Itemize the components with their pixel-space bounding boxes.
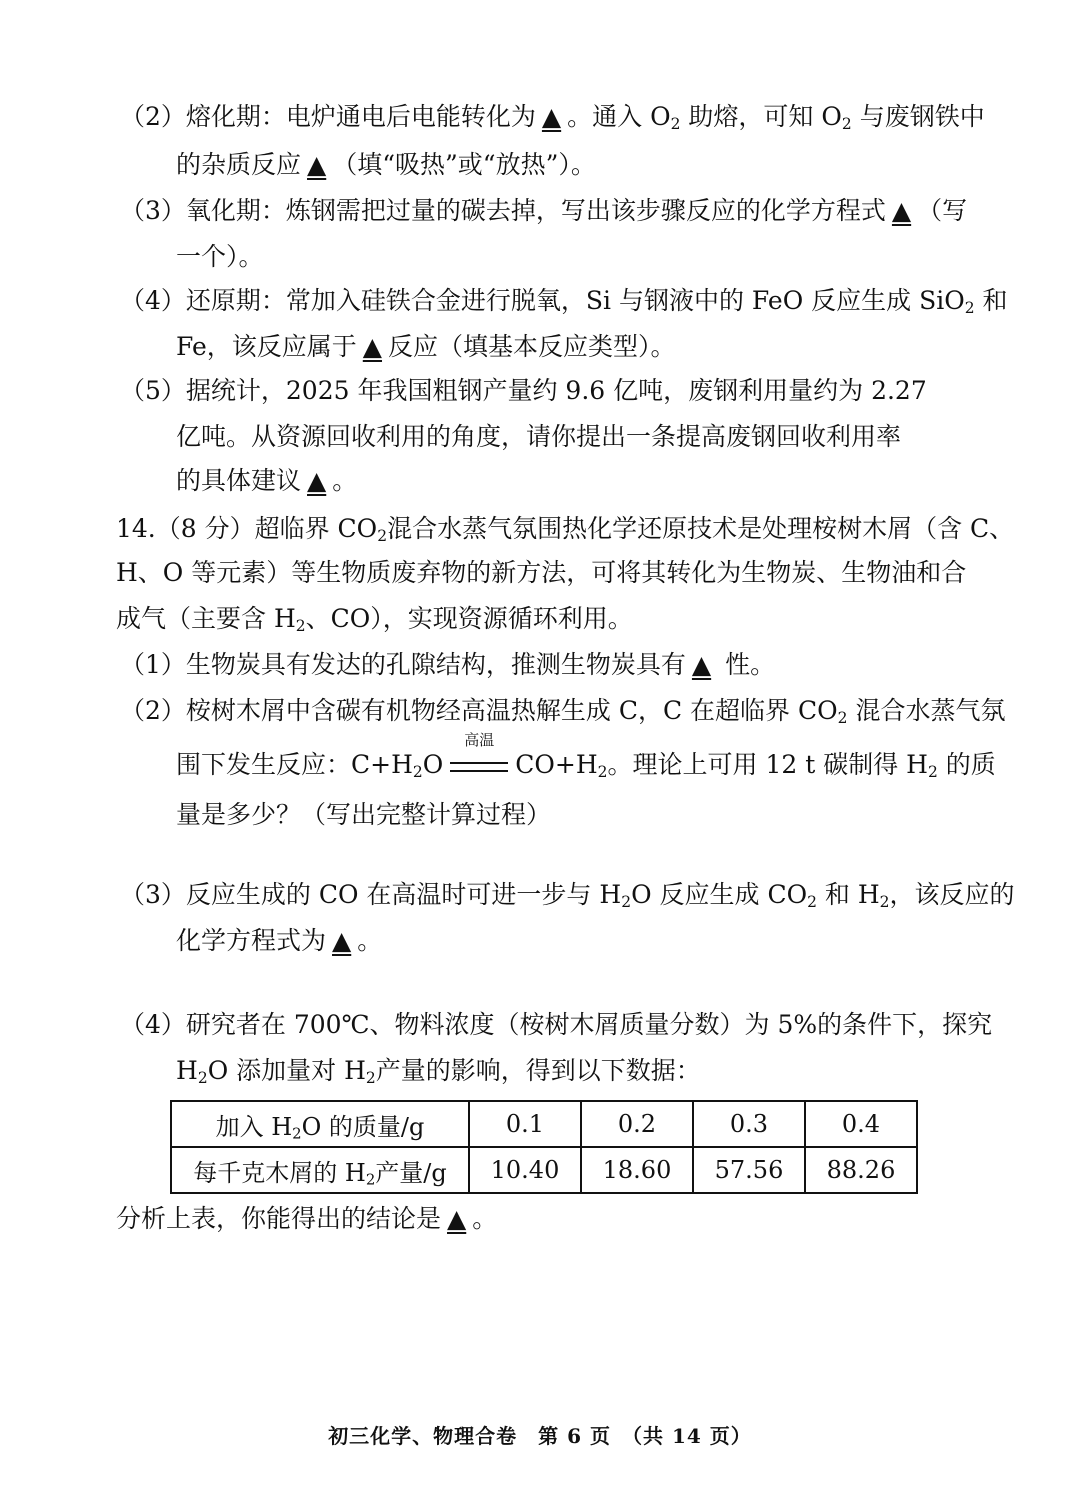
q13-p5-line1: （5）据统计，2025 年我国粗钢产量约 9.6 亿吨，废钢利用量约为 2.27 [120, 376, 927, 405]
q14-p1: （1）生物炭具有发达的孔隙结构，推测生物炭具有 ▲ 性。 [120, 648, 775, 682]
table-cell: 0.1 [469, 1101, 581, 1147]
q13-p5-line3: 的具体建议 ▲ 。 [176, 464, 357, 498]
q13-p4-line1: （4）还原期：常加入硅铁合金进行脱氧，Si 与钢液中的 FeO 反应生成 SiO$_2$ 和 [120, 286, 1008, 317]
q13-p3-line1: （3）氧化期：炼钢需把过量的碳去掉，写出该步骤反应的化学方程式 ▲ （写 [120, 194, 967, 228]
q14-intro-line2: H、O 等元素）等生物质废弃物的新方法，可将其转化为生物炭、生物油和合 [116, 558, 967, 587]
reaction-condition-sign: 高温 [447, 748, 511, 782]
q14-p3-line2: 化学方程式为 ▲ 。 [176, 924, 382, 958]
q13-p4-line2: Fe，该反应属于 ▲ 反应（填基本反应类型）。 [176, 330, 676, 364]
q13-p2-line2: 的杂质反应 ▲ （填“吸热”或“放热”）。 [176, 148, 596, 182]
q14-p3-line1: （3）反应生成的 CO 在高温时可进一步与 $H_2O$ 反应生成 $CO_2$ 和 $H_2$，该反应的 [120, 880, 1015, 911]
q14-intro-line3: 成气（主要含 $H_2$、CO），实现资源循环利用。 [116, 604, 633, 635]
table-row-header: 加入 $H_2O$ 的质量/g [171, 1101, 469, 1147]
table-cell: 18.60 [581, 1147, 693, 1193]
answer-blank[interactable]: ▲ [307, 150, 327, 179]
table-row [171, 1147, 917, 1193]
table-row [171, 1101, 917, 1147]
q13-p5-line2: 亿吨。从资源回收利用的角度，请你提出一条提高废钢回收利用率 [176, 422, 902, 451]
q14-intro-line1: 14.（8 分）超临界 $CO_2$混合水蒸气氛围热化学还原技术是处理桉树木屑（含 C、 [116, 514, 1015, 545]
answer-blank[interactable]: ▲ [362, 332, 383, 361]
answer-blank[interactable]: ▲ [307, 466, 327, 495]
answer-blank[interactable]: ▲ [891, 196, 912, 225]
answer-blank[interactable]: ▲ [541, 102, 562, 131]
table-cell: 88.26 [805, 1147, 917, 1193]
q13-p2-line1: （2）熔化期：电炉通电后电能转化为 ▲ 。通入 $O_2$ 助熔，可知 $O_2$ 与废钢铁中 [120, 102, 985, 133]
table-cell: 0.3 [693, 1101, 805, 1147]
table-row-header: 每千克木屑的 $H_2$产量/g [171, 1147, 469, 1193]
answer-blank[interactable]: ▲ [447, 1204, 467, 1233]
q14-conclusion: 分析上表，你能得出的结论是 ▲ 。 [116, 1202, 497, 1236]
q13-p3-line2: 一个）。 [176, 242, 264, 271]
table-cell: 0.4 [805, 1101, 917, 1147]
answer-blank[interactable]: ▲ [691, 650, 712, 679]
q14-p4-line1: （4）研究者在 700℃、物料浓度（桉树木屑质量分数）为 5%的条件下，探究 [120, 1010, 993, 1039]
answer-blank[interactable]: ▲ [332, 926, 352, 955]
table-cell: 57.56 [693, 1147, 805, 1193]
q14-p2-line2: 围下发生反应：$C+H_2O$ 高温 $CO+H_2$。理论上可用 12 t 碳制得 $H_2$ 的质 [176, 731, 996, 781]
table-cell: 10.40 [469, 1147, 581, 1193]
table-cell: 0.2 [581, 1101, 693, 1147]
page-footer: 初三化学、物理合卷 第 6 页 （共 14 页） [328, 1424, 752, 1448]
q14-p4-line2: $H_2O$ 添加量对 $H_2$产量的影响，得到以下数据： [176, 1056, 701, 1087]
q14-p2-line3: 量是多少？（写出完整计算过程） [176, 800, 552, 829]
q14-p2-line1: （2）桉树木屑中含碳有机物经高温热解生成 C，C 在超临界 $CO_2$ 混合水蒸气氛 [120, 696, 1006, 727]
h2-yield-table [170, 1100, 918, 1194]
